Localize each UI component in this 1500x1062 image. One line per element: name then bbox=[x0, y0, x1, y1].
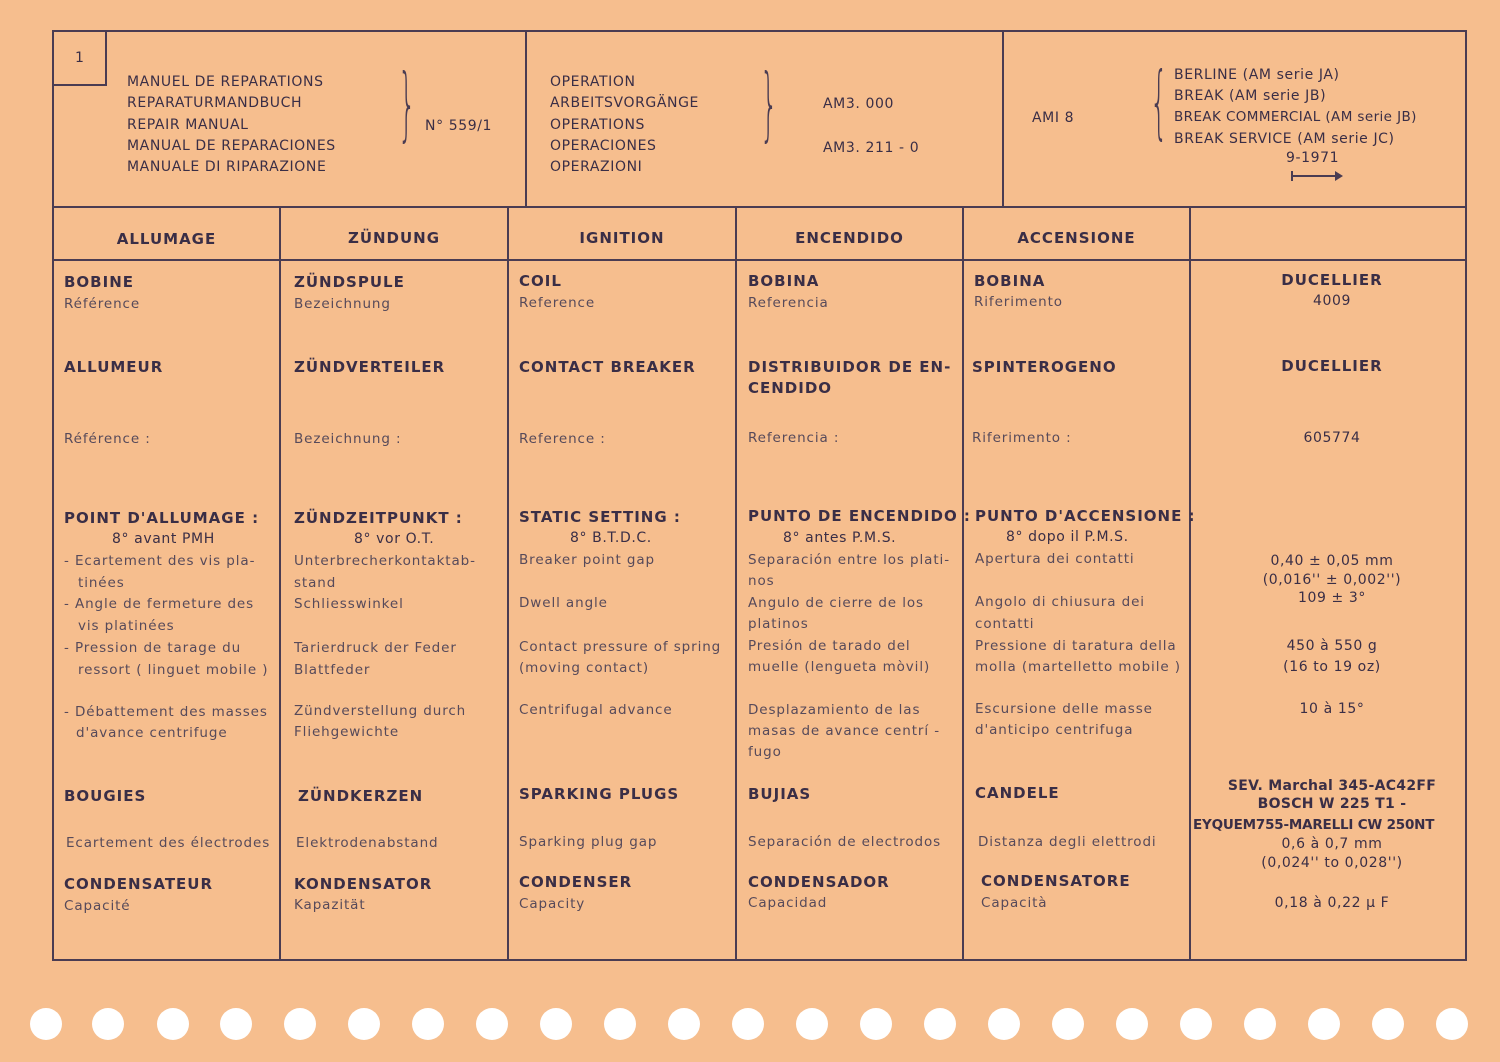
fr-pression-1: - Pression de tarage du bbox=[64, 640, 242, 656]
es-angle-1: Angulo de cierre de los bbox=[748, 595, 924, 611]
variant-3: BREAK COMMERCIAL (AM serie JB) bbox=[1174, 109, 1417, 125]
operation-label-de: ARBEITSVORGÄNGE bbox=[550, 95, 699, 111]
binder-hole bbox=[1180, 1008, 1212, 1040]
es-bougies: BUJIAS bbox=[748, 785, 812, 803]
de-bougies-ecart: Elektrodenabstand bbox=[296, 835, 439, 851]
fr-pression-2: ressort ( linguet mobile ) bbox=[78, 662, 269, 678]
binder-hole bbox=[476, 1008, 508, 1040]
variant-2: BREAK (AM serie JB) bbox=[1174, 88, 1327, 104]
brace-3: { bbox=[1150, 55, 1168, 148]
value-allumeur-ref: 605774 bbox=[1303, 430, 1361, 446]
column-divider-2 bbox=[507, 206, 509, 961]
it-debat-2: d'anticipo centrifuga bbox=[975, 722, 1134, 738]
variant-4: BREAK SERVICE (AM serie JC) bbox=[1174, 131, 1395, 147]
value-debat: 10 à 15° bbox=[1299, 701, 1365, 717]
de-point-val: 8° vor O.T. bbox=[354, 531, 435, 547]
en-allumeur: CONTACT BREAKER bbox=[519, 358, 696, 376]
de-cond-cap: Kapazität bbox=[294, 897, 366, 913]
column-divider-3 bbox=[735, 206, 737, 961]
manual-number: N° 559/1 bbox=[425, 118, 493, 134]
it-debat-1: Escursione delle masse bbox=[975, 701, 1153, 717]
es-angle-2: platinos bbox=[748, 616, 809, 632]
operation-label-it: OPERAZIONI bbox=[550, 159, 643, 175]
operation-code-2: AM3. 211 - 0 bbox=[823, 140, 920, 156]
en-bobine-ref: Reference bbox=[519, 295, 596, 311]
column-header-es: ENCENDIDO bbox=[795, 229, 904, 247]
value-bobine-make: DUCELLIER bbox=[1281, 271, 1383, 289]
manual-title-fr: MANUEL DE REPARATIONS bbox=[127, 74, 324, 90]
de-angle-1: Schliesswinkel bbox=[294, 596, 404, 612]
de-debat-1: Zündverstellung durch bbox=[294, 703, 467, 719]
binder-hole bbox=[220, 1008, 252, 1040]
binder-hole bbox=[1244, 1008, 1276, 1040]
es-point: PUNTO DE ENCENDIDO : bbox=[748, 507, 971, 525]
es-bougies-ecart: Separación de electrodos bbox=[748, 834, 942, 850]
manual-title-en: REPAIR MANUAL bbox=[127, 117, 249, 133]
binder-hole bbox=[284, 1008, 316, 1040]
binder-hole bbox=[732, 1008, 764, 1040]
en-angle-1: Dwell angle bbox=[519, 595, 608, 611]
de-cond: KONDENSATOR bbox=[294, 875, 433, 893]
it-pression-2: molla (martelletto mobile ) bbox=[975, 659, 1181, 675]
en-point-val: 8° B.T.D.C. bbox=[570, 530, 652, 546]
column-header-en: IGNITION bbox=[579, 229, 665, 247]
header-divider-1 bbox=[525, 30, 527, 208]
binder-hole bbox=[604, 1008, 636, 1040]
de-bobine-ref: Bezeichnung bbox=[294, 296, 391, 312]
it-angle-1: Angolo di chiusura dei bbox=[975, 594, 1145, 610]
es-ecart-2: nos bbox=[748, 573, 775, 589]
variant-1: BERLINE (AM serie JA) bbox=[1174, 67, 1340, 83]
binder-hole bbox=[540, 1008, 572, 1040]
es-point-val: 8° antes P.M.S. bbox=[783, 530, 897, 546]
manual-title-it: MANUALE DI RIPARAZIONE bbox=[127, 159, 327, 175]
binder-hole bbox=[412, 1008, 444, 1040]
it-bobine-ref: Riferimento bbox=[974, 294, 1063, 310]
it-ecart-1: Apertura dei contatti bbox=[975, 551, 1135, 567]
header-bottom-line bbox=[52, 206, 1467, 208]
value-bougies-1: SEV. Marchal 345-AC42FF bbox=[1227, 778, 1437, 794]
fr-allumeur: ALLUMEUR bbox=[64, 358, 164, 376]
en-cond-cap: Capacity bbox=[519, 896, 586, 912]
binder-hole bbox=[668, 1008, 700, 1040]
value-ecart-2: (0,016'' ± 0,002'') bbox=[1262, 572, 1402, 588]
fr-debat-2: d'avance centrifuge bbox=[76, 725, 228, 741]
de-ecart-2: stand bbox=[294, 575, 337, 591]
es-allumeur-ref: Referencia : bbox=[748, 430, 840, 446]
es-debat-1: Desplazamiento de las bbox=[748, 702, 921, 718]
column-header-de: ZÜNDUNG bbox=[347, 229, 441, 247]
de-pression-1: Tarierdruck der Feder bbox=[294, 640, 457, 656]
value-ecart-1: 0,40 ± 0,05 mm bbox=[1270, 553, 1394, 569]
value-angle: 109 ± 3° bbox=[1297, 590, 1367, 606]
manual-title-de: REPARATURMANDBUCH bbox=[127, 95, 303, 111]
es-cond: CONDENSADOR bbox=[748, 873, 890, 891]
de-pression-2: Blattfeder bbox=[294, 662, 371, 678]
column-divider-4 bbox=[962, 206, 964, 961]
fr-debat-1: - Débattement des masses bbox=[64, 704, 268, 720]
binder-hole bbox=[1436, 1008, 1468, 1040]
operation-label-en: OPERATIONS bbox=[550, 117, 646, 133]
binder-hole bbox=[30, 1008, 62, 1040]
binder-hole bbox=[348, 1008, 380, 1040]
column-divider-1 bbox=[279, 206, 281, 961]
fr-bobine-ref: Référence bbox=[64, 296, 141, 312]
value-bougies-ecart-2: (0,024'' to 0,028'') bbox=[1261, 855, 1403, 871]
column-header-it: ACCENSIONE bbox=[1017, 229, 1136, 247]
brace-1: } bbox=[398, 57, 416, 150]
fr-allumeur-ref: Référence : bbox=[64, 431, 151, 447]
en-cond: CONDENSER bbox=[519, 873, 633, 891]
it-cond: CONDENSATORE bbox=[981, 872, 1131, 890]
de-allumeur-ref: Bezeichnung : bbox=[294, 431, 402, 447]
es-bobine: BOBINA bbox=[748, 272, 820, 290]
operation-label-fr: OPERATION bbox=[550, 74, 636, 90]
binder-hole bbox=[1308, 1008, 1340, 1040]
binder-hole bbox=[860, 1008, 892, 1040]
binder-hole bbox=[92, 1008, 124, 1040]
value-bougies-3: EYQUEM755-MARELLI CW 250NT bbox=[1193, 817, 1435, 833]
value-bobine-ref: 4009 bbox=[1312, 293, 1352, 309]
value-allumeur-make: DUCELLIER bbox=[1281, 357, 1383, 375]
operation-code-1: AM3. 000 bbox=[823, 96, 894, 112]
es-debat-2: masas de avance centrí - bbox=[748, 723, 940, 739]
binder-hole bbox=[796, 1008, 828, 1040]
binder-hole bbox=[988, 1008, 1020, 1040]
de-point: ZÜNDZEITPUNKT : bbox=[294, 509, 463, 527]
es-pression-1: Presión de tarado del bbox=[748, 638, 911, 654]
page-number: 1 bbox=[52, 30, 107, 86]
fr-cond-cap: Capacité bbox=[64, 898, 131, 914]
en-ecart-1: Breaker point gap bbox=[519, 552, 656, 568]
header-divider-2 bbox=[1002, 30, 1004, 208]
it-bougies-ecart: Distanza degli elettrodi bbox=[978, 834, 1157, 850]
fr-cond: CONDENSATEUR bbox=[64, 875, 214, 893]
value-pression-2: (16 to 19 oz) bbox=[1283, 659, 1381, 675]
de-debat-2: Fliehgewichte bbox=[294, 724, 400, 740]
en-bougies-ecart: Sparking plug gap bbox=[519, 834, 658, 850]
value-bougies-ecart-1: 0,6 à 0,7 mm bbox=[1281, 836, 1383, 852]
fr-point: POINT D'ALLUMAGE : bbox=[64, 509, 260, 527]
it-bobine: BOBINA bbox=[974, 272, 1046, 290]
en-debat-1: Centrifugal advance bbox=[519, 702, 673, 718]
de-bougies: ZÜNDKERZEN bbox=[298, 787, 424, 805]
fr-bobine: BOBINE bbox=[64, 273, 134, 291]
it-point: PUNTO D'ACCENSIONE : bbox=[975, 507, 1196, 525]
es-cond-cap: Capacidad bbox=[748, 895, 828, 911]
en-point: STATIC SETTING : bbox=[519, 508, 681, 526]
value-cond: 0,18 à 0,22 µ F bbox=[1274, 895, 1390, 911]
binder-hole bbox=[1116, 1008, 1148, 1040]
fr-angle-2: vis platinées bbox=[78, 618, 175, 634]
it-pression-1: Pressione di taratura della bbox=[975, 638, 1177, 654]
es-pression-2: muelle (lengueta mòvil) bbox=[748, 659, 931, 675]
en-bobine: COIL bbox=[519, 272, 562, 290]
en-allumeur-ref: Reference : bbox=[519, 431, 606, 447]
model-name: AMI 8 bbox=[1032, 110, 1075, 126]
binder-hole bbox=[924, 1008, 956, 1040]
brace-2: } bbox=[760, 57, 778, 150]
fr-ecart-2: tinées bbox=[78, 575, 125, 591]
es-bobine-ref: Referencia bbox=[748, 295, 829, 311]
right-arrow-icon bbox=[1291, 175, 1339, 177]
fr-ecart-1: - Ecartement des vis pla- bbox=[64, 553, 256, 569]
de-bobine: ZÜNDSPULE bbox=[294, 273, 405, 291]
value-pression-1: 450 à 550 g bbox=[1286, 638, 1378, 654]
fr-angle-1: - Angle de fermeture des bbox=[64, 596, 255, 612]
binder-hole bbox=[157, 1008, 189, 1040]
de-ecart-1: Unterbrecherkontaktab- bbox=[294, 553, 476, 569]
it-allumeur: SPINTEROGENO bbox=[972, 358, 1117, 376]
operation-label-es: OPERACIONES bbox=[550, 138, 657, 154]
fr-bougies-ecart: Ecartement des électrodes bbox=[66, 835, 271, 851]
de-allumeur: ZÜNDVERTEILER bbox=[294, 358, 446, 376]
fr-bougies: BOUGIES bbox=[64, 787, 147, 805]
es-debat-3: fugo bbox=[748, 744, 782, 760]
it-cond-cap: Capacità bbox=[981, 895, 1048, 911]
en-pression-1: Contact pressure of spring bbox=[519, 639, 722, 655]
column-header-fr: ALLUMAGE bbox=[116, 230, 217, 248]
binder-hole bbox=[1372, 1008, 1404, 1040]
binder-holes bbox=[0, 1008, 1500, 1048]
es-ecart-1: Separación entre los plati- bbox=[748, 552, 950, 568]
it-bougies: CANDELE bbox=[975, 784, 1060, 802]
es-allumeur-2: CENDIDO bbox=[748, 379, 833, 397]
en-bougies: SPARKING PLUGS bbox=[519, 785, 680, 803]
binder-hole bbox=[1052, 1008, 1084, 1040]
it-angle-2: contatti bbox=[975, 616, 1035, 632]
it-point-val: 8° dopo il P.M.S. bbox=[1006, 529, 1129, 545]
value-bougies-2: BOSCH W 225 T1 - bbox=[1257, 796, 1407, 812]
column-header-bottom-line bbox=[52, 259, 1467, 261]
en-pression-2: (moving contact) bbox=[519, 660, 650, 676]
fr-point-val: 8° avant PMH bbox=[112, 531, 215, 547]
es-allumeur-1: DISTRIBUIDOR DE EN- bbox=[748, 358, 952, 376]
it-allumeur-ref: Riferimento : bbox=[972, 430, 1072, 446]
issue-date: 9-1971 bbox=[1286, 150, 1340, 166]
manual-title-es: MANUAL DE REPARACIONES bbox=[127, 138, 336, 154]
